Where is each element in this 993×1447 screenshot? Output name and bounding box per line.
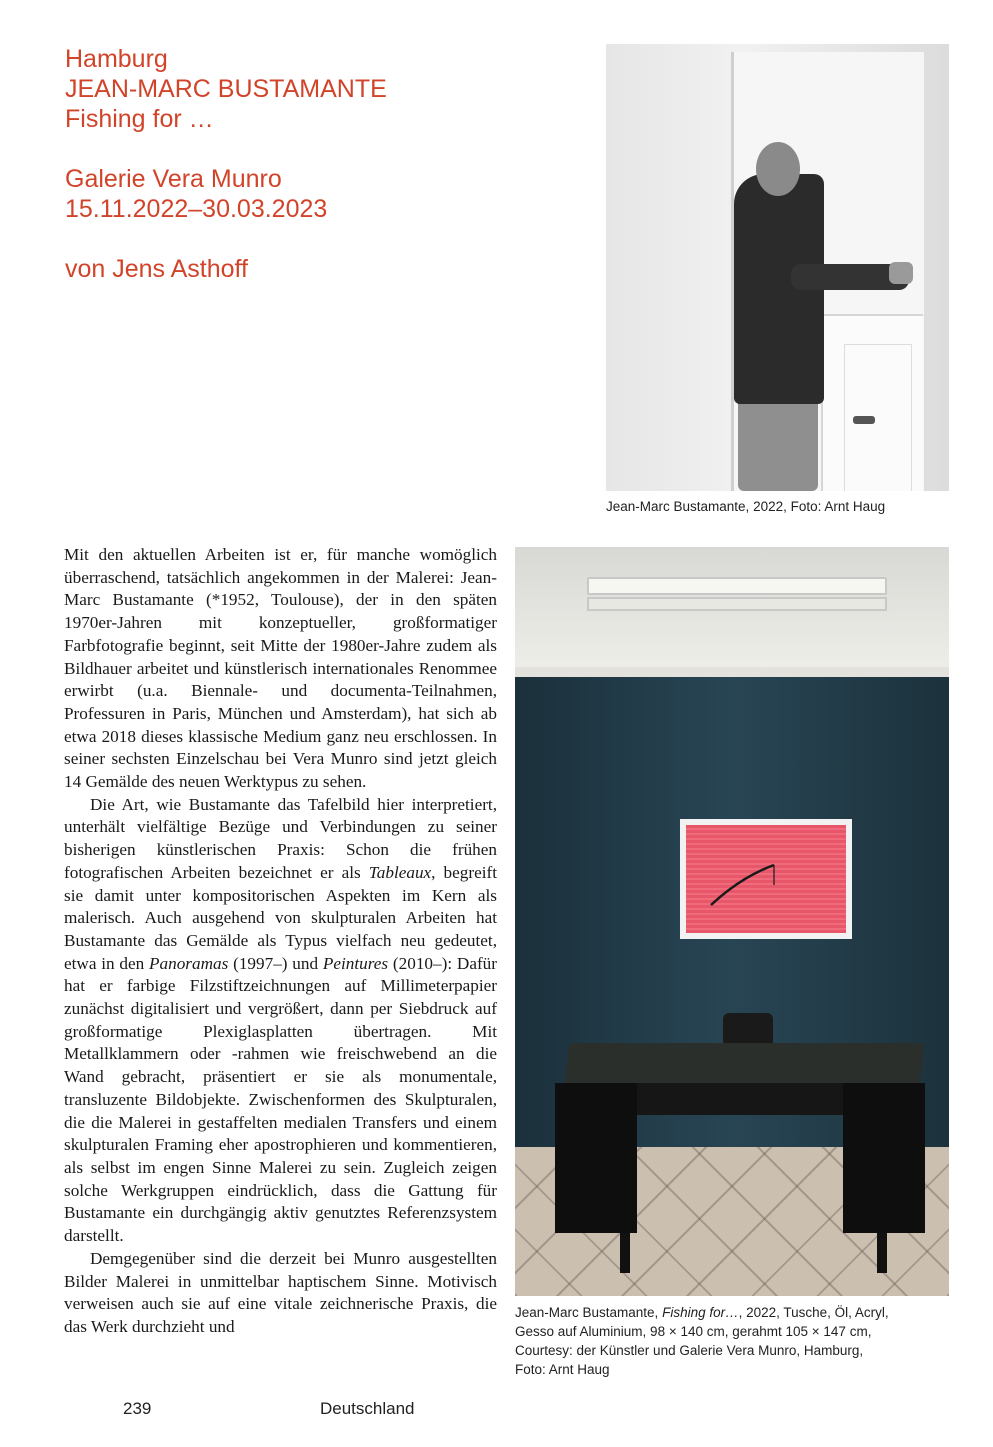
page-number: 239 — [123, 1399, 152, 1418]
portrait-caption: Jean-Marc Bustamante, 2022, Foto: Arnt Haug — [606, 499, 886, 514]
paragraph: Mit den aktuellen Arbeiten ist er, für manche womöglich überraschend, tatsächlich angekommen in der Malerei: Jean-Marc Bustamante (*1952, Toulouse), der in den späten 1970er-Jahren mit konzeptueller, großformatiger Farbfotografie beginnt, seit Mitte der 1980er-Jahre zudem als Bildhauer arbeitet und künstlerisch internationales Renommee erwirbt (u.a. Biennale- und documenta-Teilnahmen, Professuren in Paris, München und Amsterdam), hat sich ab etwa 2018 dieses klassische Medium ganz neu erschlossen. In seiner sechsten Einzelschau bei Vera Munro sind jetzt gleich 14 Gemälde des neuen Werktypus zu sehen. — [64, 545, 497, 792]
gallery-name: Galerie Vera Munro — [65, 165, 282, 193]
article-body — [64, 544, 497, 1339]
article-header — [65, 44, 387, 284]
paragraph: Demgegenüber sind die derzeit bei Munro ausgestellten Bilder Malerei in unmittelbar haptischem Sinne. Motivisch verweisen auch sie auf eine vitale zeichnerische Praxis, die das Werk durchzieht und — [64, 1248, 497, 1336]
exhibition-dates: 15.11.2022–30.03.2023 — [65, 195, 328, 223]
section-label: Deutschland — [320, 1399, 415, 1418]
byline: von Jens Asthoff — [65, 255, 248, 283]
artwork-caption: Jean-Marc Bustamante, Fishing for…, 2022, Tusche, Öl, Acryl, Gesso auf Aluminium, 98 × 140 cm, gerahmt 105 × 147 cm, Courtesy: der Künstler und Galerie Vera Munro, Hamburg, Foto: Arnt Haug — [515, 1305, 889, 1377]
paragraph: Die Art, wie Bustamante das Tafelbild hier interpretiert, unterhält vielfältige Bezüge und Verbindungen zu seiner bisherigen künstlerischen Praxis: Schon die frühen fotografischen Arbeiten bezeichnet er als Tableaux, begreift sie damit unter kompositorischen Aspekten im Kern als malerisch. Auch ausgehend von skulpturalen Arbeiten hat Bustamante das Gemälde als Typus vielfach neu gedeutet, etwa in den Panoramas (1997–) und Peintures (2010–): Dafür hat er farbige Filzstiftzeichnungen auf Millimeterpapier zunächst digitalisiert und vergrößert, dann per Siebdruck auf großformatige Plexiglasplatten übertragen. Mit Metallklammern oder -rahmen wie freischwebend an die Wand gebracht, präsentiert er sie als monumentale, transluzente Bildobjekte. Zwischenformen des Skulpturalen, die die Malerei in gestaffelten medialen Transfers und einem skulpturalen Framing eher apostrophieren und kommentieren, als selbst im engen Sinne Malerei zu sein. Zugleich zeigen solche Werkgruppen eindrücklich, dass die Gattung für Bustamante ein durchgängig aktiv genutztes Referenzsystem darstellt. — [64, 794, 497, 1246]
show-title: Fishing for … — [65, 105, 214, 133]
city-label: Hamburg — [65, 45, 168, 73]
artist-name: JEAN-MARC BUSTAMANTE — [65, 75, 387, 103]
gallery-interior-photo — [515, 547, 949, 1296]
painting-artwork — [680, 819, 852, 939]
artist-portrait-photo — [606, 44, 949, 491]
